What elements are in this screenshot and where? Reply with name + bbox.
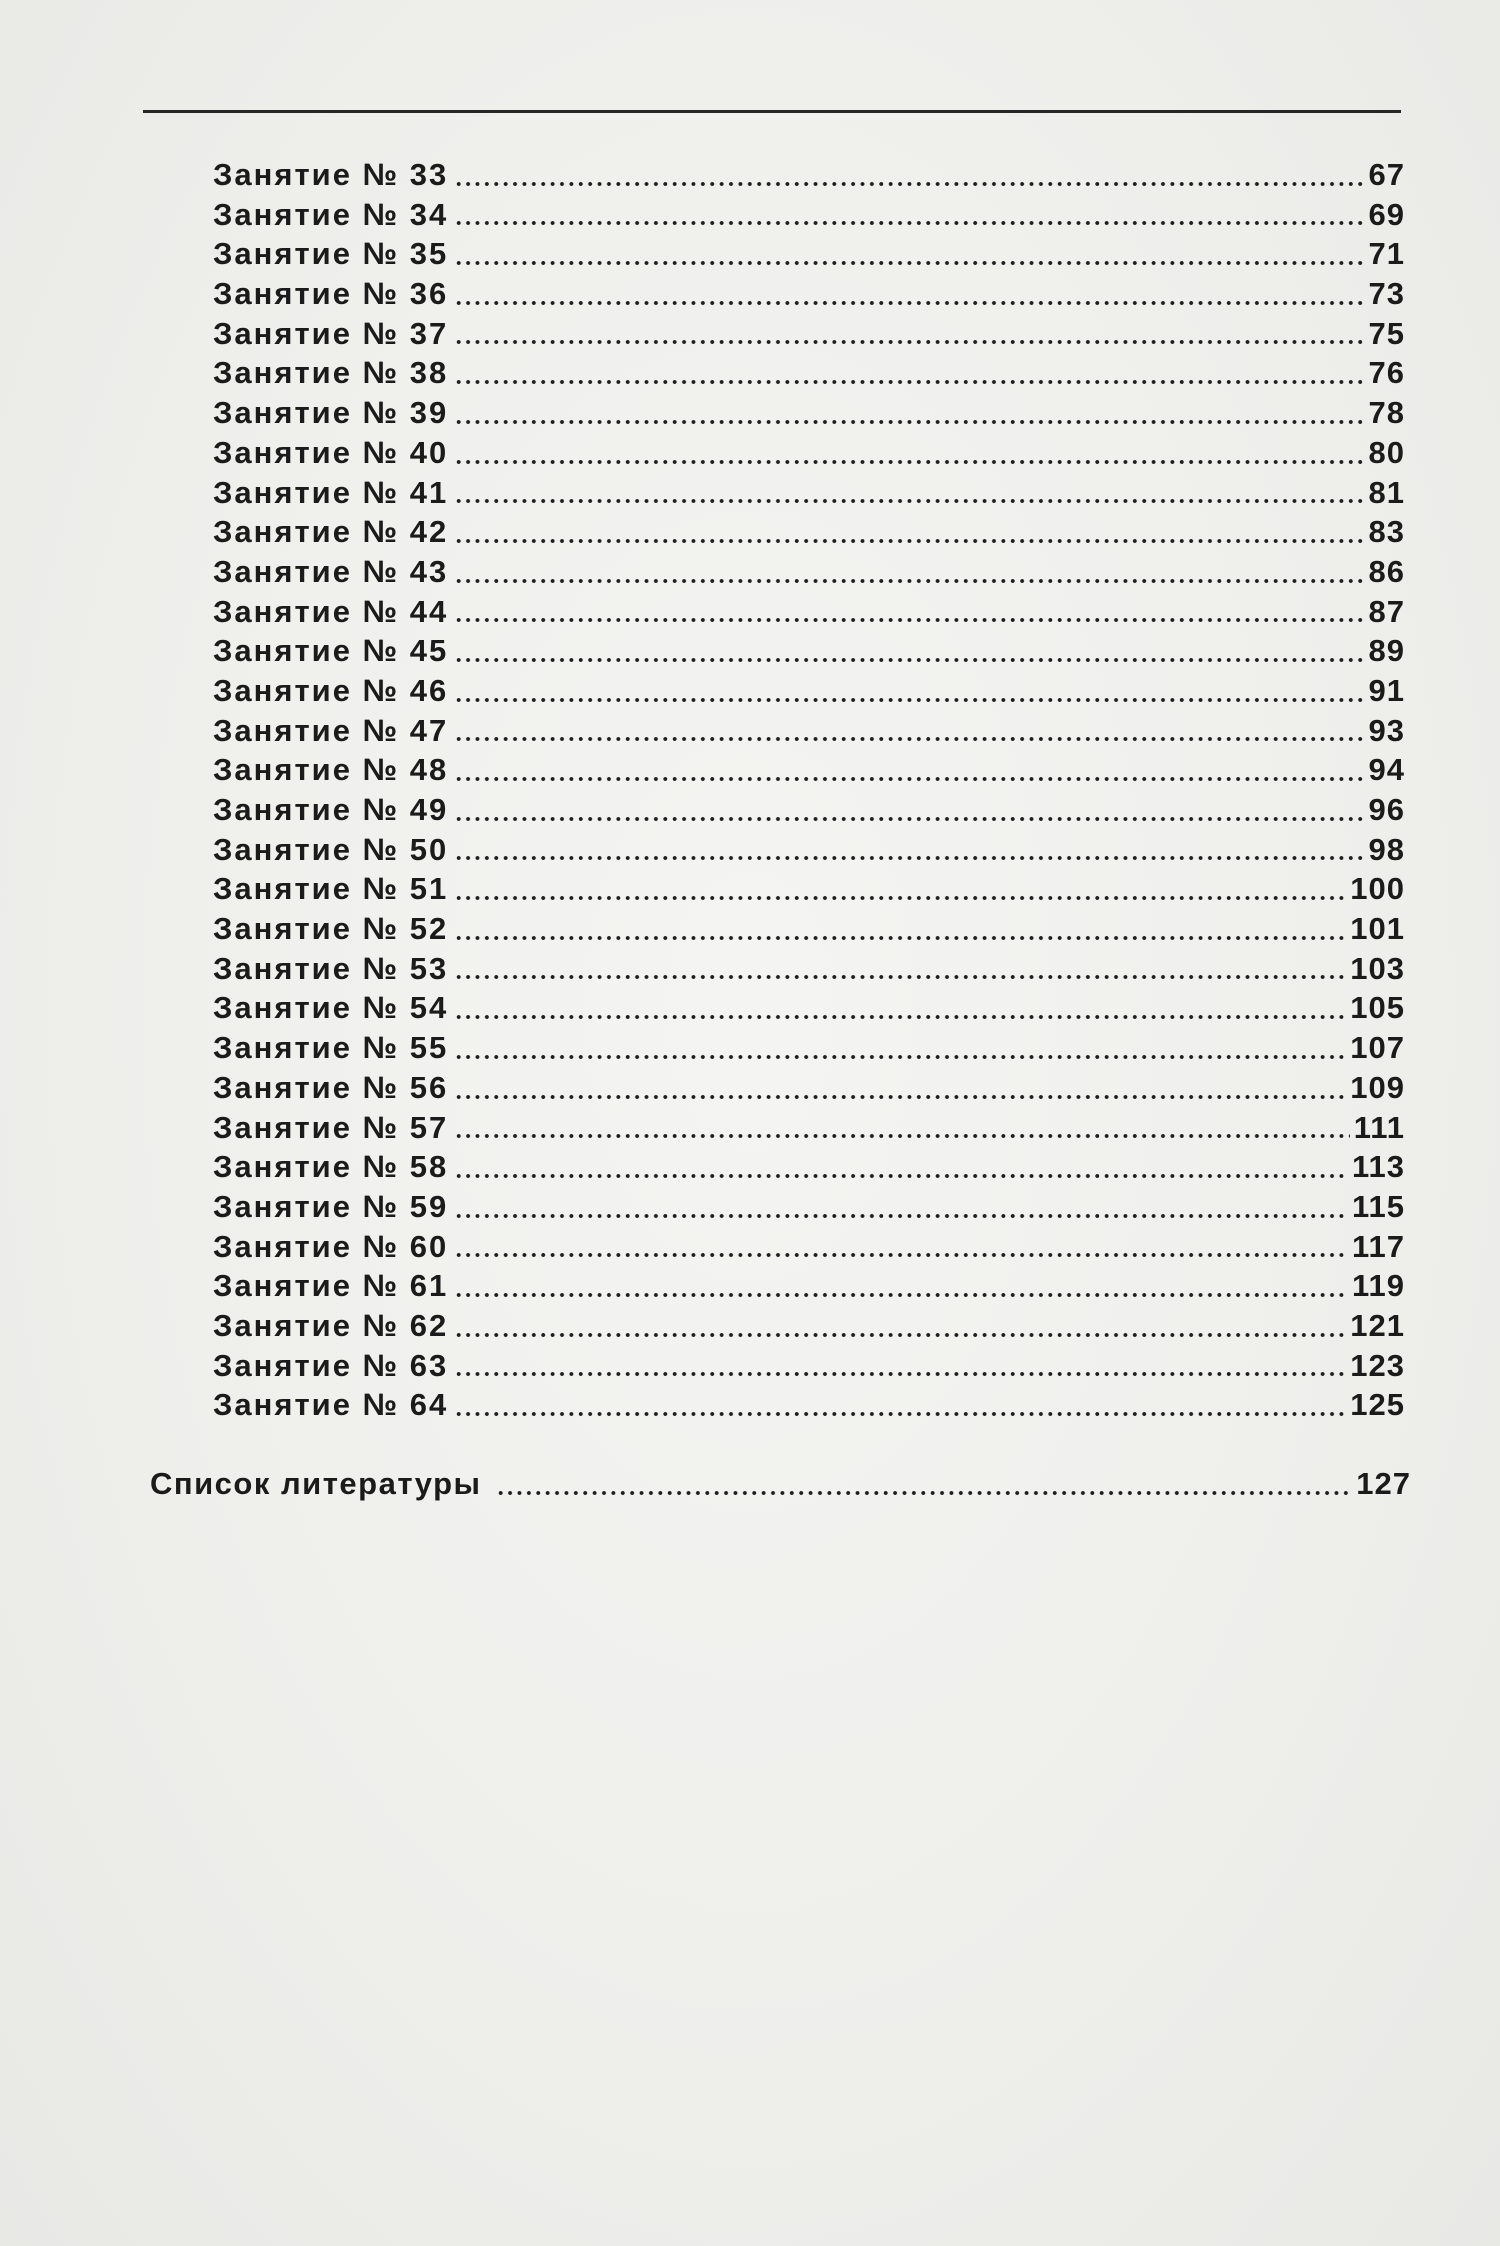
toc-entry-label: Занятие № 62 <box>213 1307 449 1343</box>
dot-leader <box>454 512 1364 552</box>
dot-leader <box>454 830 1364 870</box>
table-of-contents <box>213 155 1405 1425</box>
toc-entry-page: 96 <box>1368 792 1405 827</box>
toc-entry-page: 71 <box>1368 236 1405 272</box>
toc-entry-label: Занятие № 36 <box>213 276 449 312</box>
toc-entry-page: 98 <box>1368 831 1405 867</box>
toc-entry <box>213 1385 1405 1425</box>
toc-entry <box>213 830 1405 870</box>
dot-leader <box>454 1108 1349 1148</box>
bibliography-page: 127 <box>1356 1466 1411 1501</box>
toc-entry <box>213 790 1405 830</box>
toc-entry-label: Занятие № 44 <box>213 593 449 629</box>
toc-entry <box>213 1028 1405 1068</box>
toc-entry-page: 125 <box>1350 1387 1405 1423</box>
toc-entry-label: Занятие № 58 <box>213 1149 449 1185</box>
toc-entry-label: Занятие № 49 <box>213 792 449 827</box>
toc-entry-page: 76 <box>1368 355 1405 391</box>
toc-entry-page: 67 <box>1368 157 1405 192</box>
dot-leader <box>496 1464 1353 1504</box>
dot-leader <box>454 1147 1348 1187</box>
toc-entry-page: 86 <box>1368 553 1405 589</box>
toc-entry-page: 91 <box>1368 672 1405 708</box>
toc-entry-page: 87 <box>1368 593 1405 629</box>
dot-leader <box>454 790 1364 830</box>
toc-entry <box>213 1306 1405 1346</box>
dot-leader <box>454 988 1346 1028</box>
dot-leader <box>454 1227 1348 1267</box>
toc-entry-page: 100 <box>1350 871 1405 907</box>
toc-entry <box>213 592 1405 632</box>
dot-leader <box>454 750 1364 790</box>
toc-entry <box>213 631 1405 671</box>
toc-entry-page: 115 <box>1351 1188 1405 1224</box>
toc-entry <box>213 155 1405 195</box>
dot-leader <box>454 869 1346 909</box>
toc-entry-label: Занятие № 39 <box>213 395 449 431</box>
toc-entry-page: 78 <box>1368 395 1405 431</box>
toc-entry-page: 80 <box>1368 434 1405 470</box>
toc-entry-label: Занятие № 60 <box>213 1228 449 1264</box>
toc-entry-label: Занятие № 56 <box>213 1069 449 1105</box>
dot-leader <box>454 195 1364 235</box>
toc-entry-page: 111 <box>1353 1109 1405 1145</box>
toc-entry-label: Занятие № 55 <box>213 1030 449 1066</box>
bibliography-label: Список литературы <box>150 1466 482 1501</box>
toc-entry-page: 103 <box>1350 950 1405 986</box>
toc-entry-label: Занятие № 47 <box>213 712 449 748</box>
toc-entry <box>213 869 1405 909</box>
toc-entry-label: Занятие № 53 <box>213 950 449 986</box>
dot-leader <box>454 711 1364 751</box>
toc-entry <box>213 314 1405 354</box>
toc-entry-page: 101 <box>1350 911 1405 947</box>
toc-entry-label: Занятие № 38 <box>213 355 449 391</box>
dot-leader <box>454 353 1364 393</box>
toc-entry-label: Занятие № 54 <box>213 990 449 1026</box>
toc-entry <box>213 1227 1405 1267</box>
toc-entry <box>213 433 1405 473</box>
toc-entry <box>213 988 1405 1028</box>
toc-entry-page: 113 <box>1351 1149 1405 1185</box>
dot-leader <box>454 592 1364 632</box>
toc-entry-label: Занятие № 46 <box>213 672 449 708</box>
dot-leader <box>454 234 1364 274</box>
toc-entry-page: 107 <box>1350 1030 1405 1066</box>
bibliography-entry <box>150 1464 1411 1504</box>
dot-leader <box>454 393 1364 433</box>
toc-entry-page: 83 <box>1368 514 1405 550</box>
toc-entry-label: Занятие № 41 <box>213 474 449 510</box>
toc-entry <box>213 949 1405 989</box>
toc-entry-label: Занятие № 51 <box>213 871 449 907</box>
toc-entry-label: Занятие № 59 <box>213 1188 449 1224</box>
dot-leader <box>454 314 1364 354</box>
dot-leader <box>454 552 1364 592</box>
dot-leader <box>454 949 1346 989</box>
toc-entry <box>213 234 1405 274</box>
dot-leader <box>454 671 1364 711</box>
toc-entry-label: Занятие № 37 <box>213 315 449 351</box>
dot-leader <box>454 1385 1346 1425</box>
toc-entry-page: 93 <box>1368 712 1405 748</box>
toc-entry-page: 69 <box>1368 196 1405 232</box>
toc-entry <box>213 711 1405 751</box>
toc-entry <box>213 1147 1405 1187</box>
dot-leader <box>454 1028 1346 1068</box>
toc-entry <box>213 473 1405 513</box>
toc-entry <box>213 1266 1405 1306</box>
header-rule <box>143 110 1401 113</box>
toc-entry-label: Занятие № 61 <box>213 1268 449 1304</box>
toc-entry-page: 123 <box>1350 1347 1405 1383</box>
toc-entry-label: Занятие № 57 <box>213 1109 449 1145</box>
toc-entry-label: Занятие № 35 <box>213 236 449 272</box>
toc-entry <box>150 1464 1411 1504</box>
toc-entry-page: 109 <box>1350 1069 1405 1105</box>
dot-leader <box>454 631 1364 671</box>
toc-entry <box>213 512 1405 552</box>
toc-entry <box>213 1068 1405 1108</box>
toc-entry <box>213 1346 1405 1386</box>
toc-entry <box>213 552 1405 592</box>
toc-entry-label: Занятие № 48 <box>213 752 449 788</box>
dot-leader <box>454 1068 1346 1108</box>
toc-entry-page: 94 <box>1368 752 1405 788</box>
toc-entry <box>213 909 1405 949</box>
toc-entry-label: Занятие № 63 <box>213 1347 449 1383</box>
toc-entry-page: 75 <box>1368 315 1405 351</box>
toc-entry-label: Занятие № 42 <box>213 514 449 550</box>
toc-entry <box>213 1187 1405 1227</box>
dot-leader <box>454 274 1364 314</box>
toc-entry <box>213 750 1405 790</box>
toc-entry <box>213 274 1405 314</box>
dot-leader <box>454 433 1364 473</box>
toc-entry <box>213 393 1405 433</box>
dot-leader <box>454 1306 1346 1346</box>
toc-entry-label: Занятие № 52 <box>213 911 449 947</box>
toc-entry <box>213 195 1405 235</box>
toc-entry <box>213 671 1405 711</box>
toc-entry-label: Занятие № 40 <box>213 434 449 470</box>
toc-entry-label: Занятие № 50 <box>213 831 449 867</box>
toc-entry-label: Занятие № 34 <box>213 196 449 232</box>
toc-entry-label: Занятие № 64 <box>213 1387 449 1423</box>
toc-entry-page: 119 <box>1351 1268 1405 1304</box>
toc-entry <box>213 353 1405 393</box>
toc-entry-page: 73 <box>1368 276 1405 312</box>
dot-leader <box>454 473 1364 513</box>
dot-leader <box>454 1266 1348 1306</box>
dot-leader <box>454 909 1346 949</box>
toc-entry-page: 81 <box>1368 474 1405 510</box>
toc-entry-label: Занятие № 45 <box>213 633 449 669</box>
toc-entry <box>213 1108 1405 1148</box>
toc-entry-page: 105 <box>1350 990 1405 1026</box>
dot-leader <box>454 1187 1348 1227</box>
toc-entry-page: 117 <box>1351 1228 1405 1264</box>
dot-leader <box>454 1346 1346 1386</box>
toc-entry-page: 121 <box>1350 1307 1405 1343</box>
toc-entry-label: Занятие № 33 <box>213 157 449 192</box>
dot-leader <box>454 155 1364 195</box>
toc-entry-label: Занятие № 43 <box>213 553 449 589</box>
toc-entry-page: 89 <box>1368 633 1405 669</box>
